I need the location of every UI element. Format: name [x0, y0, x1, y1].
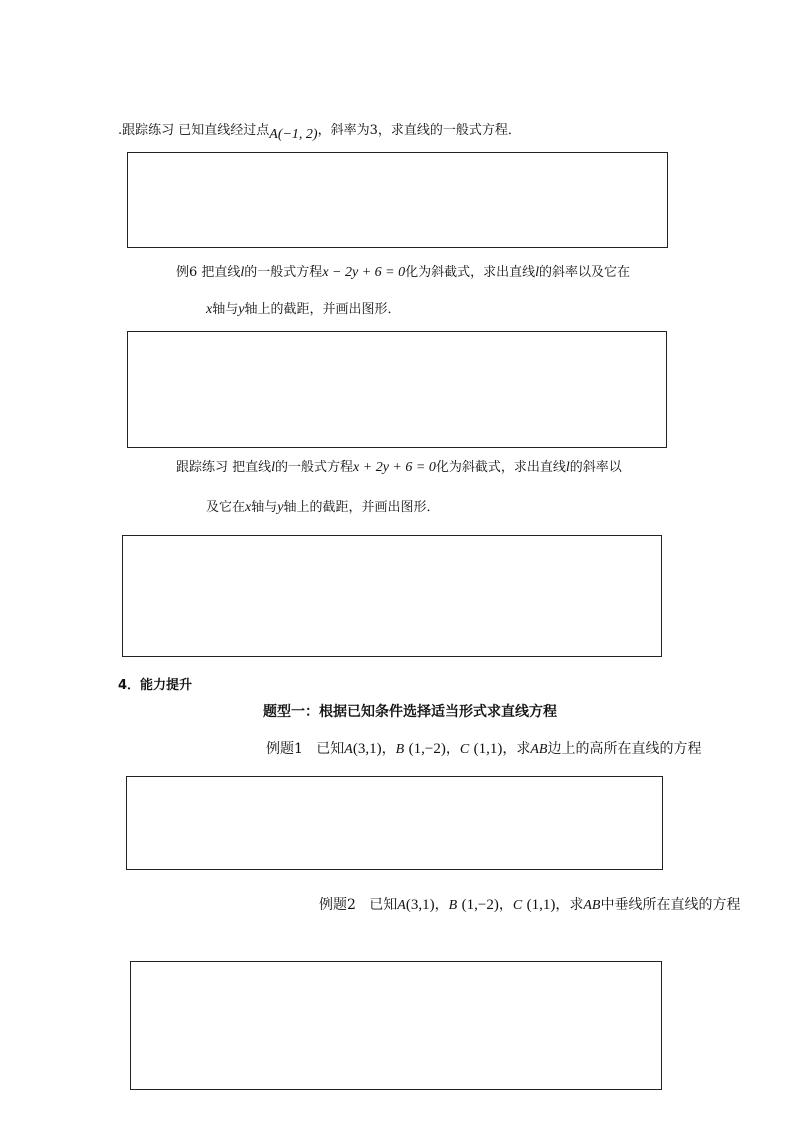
problem1-sep1: ， [381, 741, 396, 757]
example6-var-l2: l [535, 265, 539, 280]
example6-mid: 的一般式方程 [244, 265, 323, 280]
problem2-b-coord: (1,−2) [461, 897, 499, 913]
example6-line1 [176, 266, 630, 280]
problem2-text [319, 898, 740, 913]
problem2-c-name: C [512, 898, 523, 913]
problem2-label: 例题2 [319, 897, 356, 913]
problem1-sep3: ，求 [502, 741, 531, 757]
answer-box-practice2[interactable] [122, 535, 662, 657]
problem1-c-name: C [459, 742, 470, 757]
practice1-text [118, 123, 521, 142]
example6-equation: x − 2y + 6 = 0 [322, 265, 406, 280]
practice2-mid: 的一般式方程 [275, 460, 354, 475]
problem1-b-coord: (1,−2) [408, 741, 446, 757]
problem2-b-name: B [448, 898, 458, 913]
problem1-a-name: A [344, 742, 353, 757]
problem1-c-coord: (1,1) [473, 741, 503, 757]
example6-var-x: x [206, 302, 213, 317]
practice2-line2 [206, 501, 439, 515]
practice2-line2-mid: 轴与 [251, 500, 278, 515]
problem2-sep2: ， [498, 897, 513, 913]
problem1-sep2: ， [445, 741, 460, 757]
practice2-var-l: l [271, 460, 276, 475]
practice2-var-y: y [277, 500, 284, 515]
practice2-mid2: 化为斜截式，求出直线 [435, 460, 566, 475]
practice2-line1 [176, 461, 622, 475]
example6-line2-suffix: 轴上的截距，并画出图形． [244, 302, 401, 317]
example6-line2 [206, 303, 400, 317]
practice2-var-l2: l [565, 460, 570, 475]
answer-box-practice1[interactable] [127, 152, 668, 248]
problem1-text [266, 742, 701, 757]
problem1-suffix: 边上的高所在直线的方程 [547, 741, 702, 757]
problem1-prefix: 已知 [316, 741, 345, 757]
example6-var-l: l [240, 265, 245, 280]
practice2-suffix: 的斜率以 [569, 460, 622, 475]
practice2-line2-suffix: 轴上的截距，并画出图形． [283, 500, 440, 515]
practice1-prefix: .跟踪练习 已知直线经过点 [118, 123, 270, 138]
problem2-ab: AB [583, 898, 601, 913]
problem2-suffix: 中垂线所在直线的方程 [600, 897, 741, 913]
problem1-a-coord: (3,1) [352, 741, 382, 757]
section4-heading: 4．能力提升 [118, 678, 193, 693]
practice1-suffix: ，斜率为3，求直线的一般式方程． [317, 123, 521, 138]
problem1-ab: AB [530, 742, 548, 757]
problem2-a-coord: (3,1) [405, 897, 435, 913]
answer-box-example6[interactable] [127, 331, 667, 448]
practice1-point: A(−1, 2) [269, 127, 318, 142]
problem1-label: 例题1 [266, 741, 303, 757]
example6-line2-mid: 轴与 [212, 302, 239, 317]
practice2-prefix: 跟踪练习 把直线 [176, 460, 272, 475]
practice2-line2-prefix: 及它在 [206, 500, 246, 515]
example6-var-y: y [238, 302, 245, 317]
type1-heading: 题型一：根据已知条件选择适当形式求直线方程 [263, 704, 557, 720]
example6-suffix: 的斜率以及它在 [539, 265, 631, 280]
practice2-var-x: x [245, 500, 252, 515]
practice2-equation: x + 2y + 6 = 0 [353, 460, 436, 475]
problem2-prefix: 已知 [369, 897, 398, 913]
problem2-a-name: A [397, 898, 406, 913]
example6-prefix: 例6 把直线 [176, 265, 241, 280]
problem1-b-name: B [395, 742, 405, 757]
answer-box-problem2[interactable] [130, 961, 662, 1090]
problem2-c-coord: (1,1) [526, 897, 556, 913]
example6-mid2: 化为斜截式，求出直线 [405, 265, 536, 280]
problem2-sep3: ，求 [555, 897, 584, 913]
answer-box-problem1[interactable] [126, 776, 663, 870]
problem2-sep1: ， [434, 897, 449, 913]
